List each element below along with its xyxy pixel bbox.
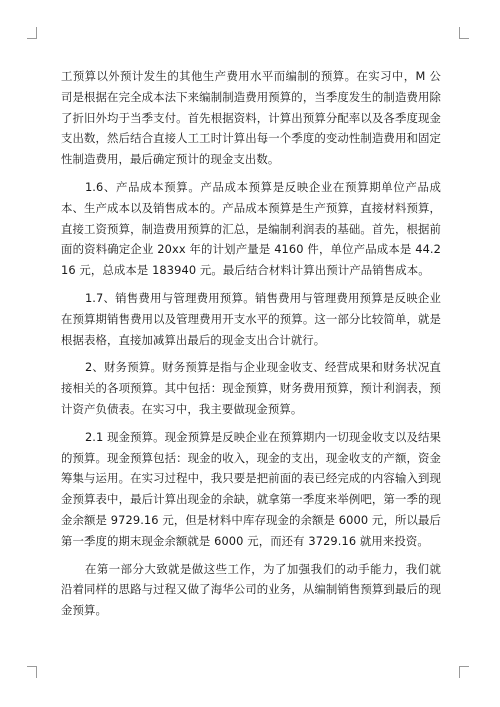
crop-mark-bottom-left xyxy=(27,666,37,678)
paragraph-financial-budget: 2、财务预算。财务预算是指与企业现金收支、经营成果和财务状况直接相关的各项预算。其中包括：现金预算，财务费用预算，预计利润表，预计资产负债表。在实习中，我主要做现金预算。 xyxy=(61,360,441,416)
paragraph-cash-budget: 2.1 现金预算。现金预算是反映企业在预算期内一切现金收支以及结果的预算。现金预算包括：现金的收入，现金的支出，现金收支的产额，资金筹集与运用。在实习过程中，我只要是把前面的表已经完成的内容输入到现金预算表中，最后计算出现金的余缺，就拿第一季度来举例吧，第一季的现金余额是 9729.16 元，但是材料中库存现金的余额是 6000 元，所以最后第一季度的期末现金余额就是 6000 元，而还有 3729.16 就用来投资。 xyxy=(61,429,441,548)
paragraph-product-cost-budget: 1.6、产品成本预算。产品成本预算是反映企业在预算期单位产品成本、生产成本以及销售成本的。产品成本预算是生产预算，直接材料预算，直接工资预算，制造费用预算的汇总，是编制利润表的基础。首先，根据前面的资料确定企业 20xx 年的计划产量是 4160 件，单位产品成本是 44.216 元，总成本是 183940 元。最后结合材料计算出预计产品销售成本。 xyxy=(61,179,441,278)
crop-mark-top-right xyxy=(459,27,469,39)
document-body xyxy=(61,66,441,628)
crop-mark-bottom-right xyxy=(459,666,469,678)
paragraph-selling-admin-expense-budget: 1.7、销售费用与管理费用预算。销售费用与管理费用预算是反映企业在预算期销售费用以及管理费用开支水平的预算。这一部分比较简单，就是根据表格，直接加减算出最后的现金支出合计就行。 xyxy=(61,290,441,347)
paragraph-manufacturing-overhead: 工预算以外预计发生的其他生产费用水平而编制的预算。在实习中，M 公司是根据在完全成本法下来编制制造费用预算的，当季度发生的制造费用除了折旧外均于当季支付。首先根据资料，计算出预算分配率以及各季度现金支出数，然后结合直接人工工时计算出每一个季度的变动性制造费用和固定性制造费用，最后确定预计的现金支出数。 xyxy=(61,69,441,167)
crop-mark-top-left xyxy=(27,27,37,39)
paragraph-summary: 在第一部分大致就是做这些工作，为了加强我们的动手能力，我们就沿着同样的思路与过程又做了海华公司的业务，从编制销售预算到最后的现金预算。 xyxy=(61,561,441,618)
